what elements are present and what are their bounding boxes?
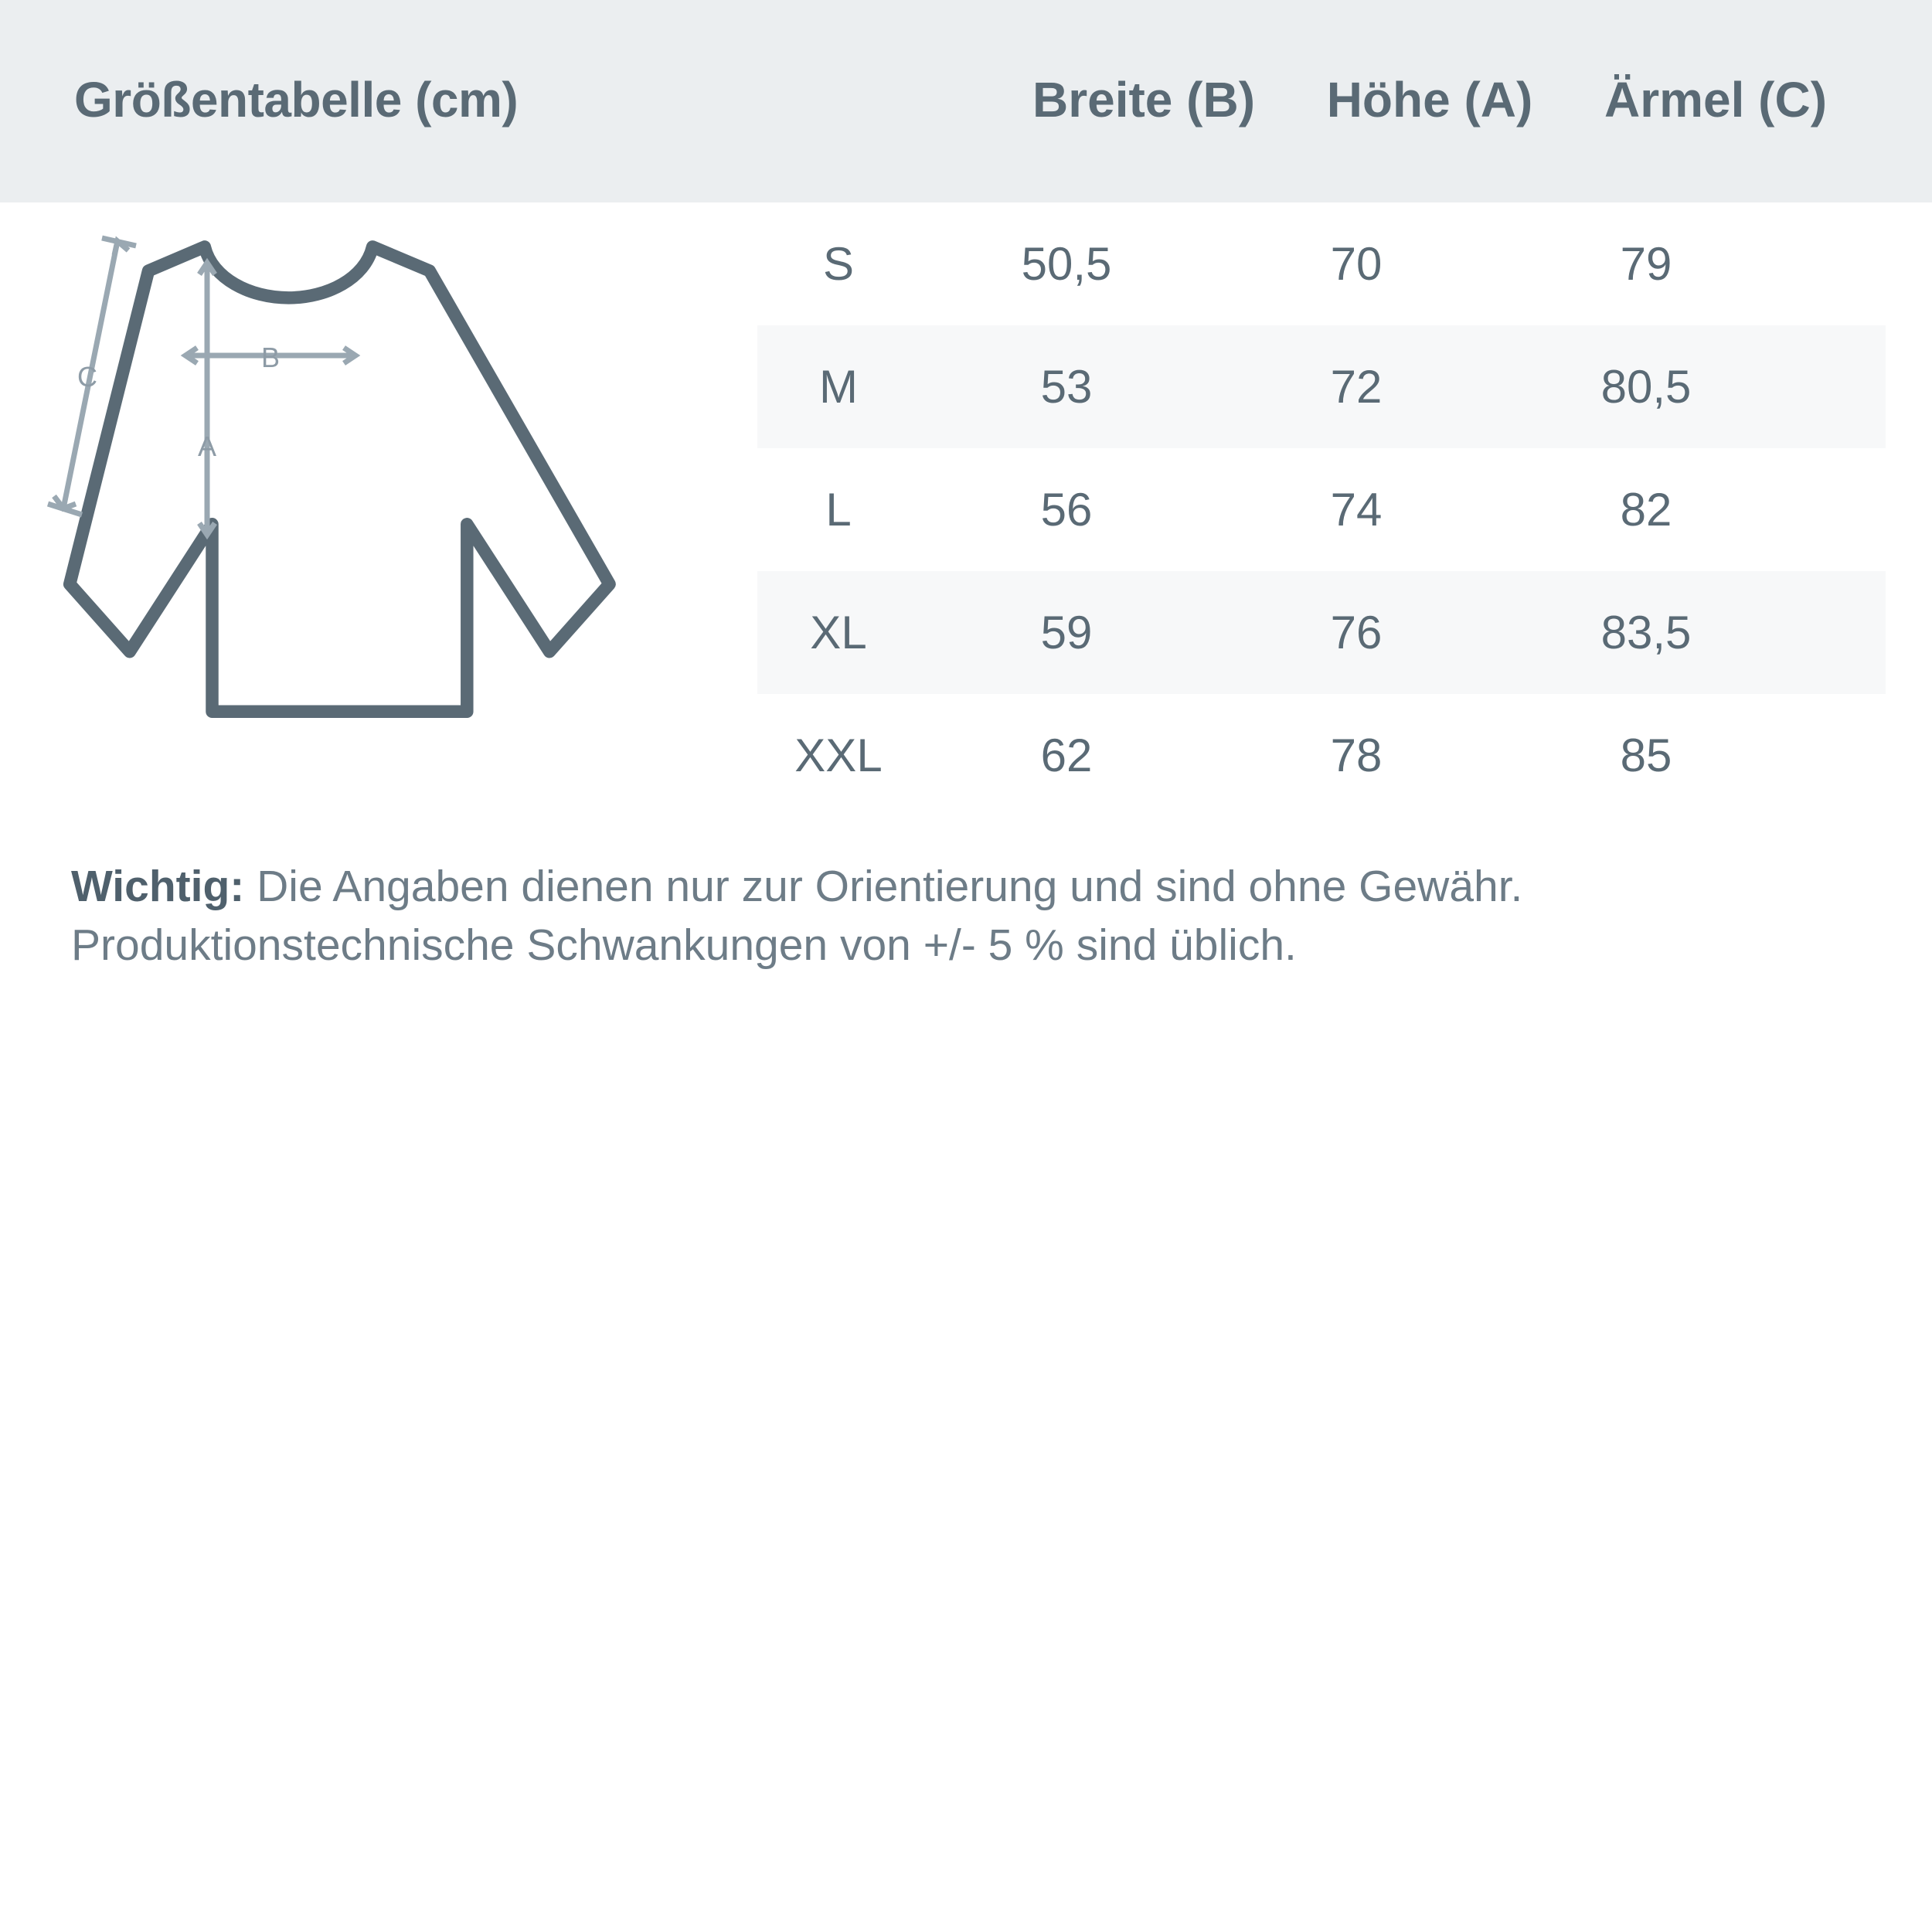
cell-size: XXL: [794, 730, 883, 781]
column-header-height: Höhe (A): [1326, 72, 1533, 128]
cell-width: 53: [1040, 361, 1093, 413]
cell-size: L: [825, 484, 852, 536]
cell-height: 78: [1330, 730, 1383, 781]
cell-width: 50,5: [1021, 238, 1112, 290]
disclaimer-lead: Wichtig:: [71, 862, 245, 911]
column-headers: [997, 71, 1862, 128]
cell-size: XL: [810, 607, 867, 658]
cell-height: 72: [1330, 361, 1383, 413]
diagram-label-sleeve: C: [77, 361, 97, 393]
table-row: [757, 325, 1886, 448]
size-table: [757, 202, 1886, 817]
table-row: [757, 571, 1886, 694]
page-title: Größentabelle (cm): [74, 72, 519, 128]
cell-height: 76: [1330, 607, 1383, 658]
column-header-sleeve: Ärmel (C): [1604, 72, 1828, 128]
garment-diagram: [31, 232, 757, 819]
table-row: [757, 448, 1886, 571]
cell-width: 59: [1040, 607, 1093, 658]
cell-sleeve: 80,5: [1600, 361, 1692, 413]
table-row: [757, 694, 1886, 817]
table-row: [757, 202, 1886, 325]
disclaimer-note: [71, 858, 1872, 975]
cell-sleeve: 83,5: [1600, 607, 1692, 658]
table-header-bar: [0, 0, 1932, 202]
cell-size: M: [819, 361, 858, 413]
cell-height: 74: [1330, 484, 1383, 536]
cell-height: 70: [1330, 238, 1383, 290]
cell-sleeve: 82: [1620, 484, 1672, 536]
column-header-width: Breite (B): [1032, 72, 1256, 128]
disclaimer-text: Die Angaben dienen nur zur Orientierung und sind ohne Gewähr. Produktionstechnische Schwankungen von +/- 5 % sind üblich.: [71, 862, 1523, 970]
diagram-label-width: B: [260, 342, 281, 373]
cell-size: S: [822, 238, 855, 290]
cell-sleeve: 79: [1620, 238, 1672, 290]
cell-sleeve: 85: [1620, 730, 1672, 781]
diagram-label-height: A: [197, 430, 217, 462]
cell-width: 62: [1040, 730, 1093, 781]
cell-width: 56: [1040, 484, 1093, 536]
